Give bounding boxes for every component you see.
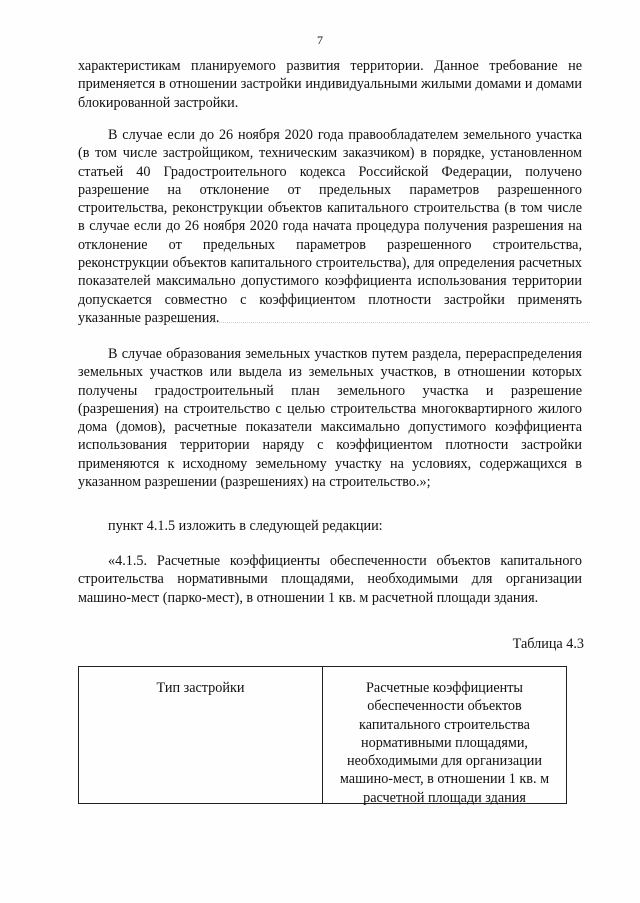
page-number: 7: [317, 33, 323, 47]
coefficients-table: [78, 666, 567, 804]
paragraph-amendment-instruction: пункт 4.1.5 изложить в следующей редакции:: [108, 518, 383, 534]
table-label: Таблица 4.3: [512, 636, 584, 652]
paragraph-deviation-permit: В случае если до 26 ноября 2020 года правообладателем земельного участка (в том числе застройщиком, техническим заказчиком) в порядке, установленном статьей 40 Градостроительного кодекса Российской Федерации, получено разрешение на отклонение от предельных параметров разрешенного строительства, реконструкции объектов капитального строительства (в том числе в случае если до 26 ноября 2020 года начата процедура получения разрешения на отклонение от предельных параметров разрешенного строительства, реконструкции объектов капитального строительства), для определения расчетных показателей максимально допустимого коэффициента использования территории допускается совместно с коэффициентом плотности застройки применять указанные разрешения.: [78, 127, 582, 326]
paragraph-clause-4-1-5: «4.1.5. Расчетные коэффициенты обеспеченности объектов капитального строительства нормативными площадями, необходимыми для организации машино-мест (парко-мест), в отношении 1 кв. м расчетной площади здания.: [78, 553, 582, 606]
paragraph-land-division: В случае образования земельных участков путем раздела, перераспределения земельных участков или выдела из земельных участков, в отношении которых получены градостроительный план земельного участка и разрешение (разрешения) на строительство с целью строительства многоквартирного жилого дома (домов), расчетные показатели максимально допустимого коэффициента использования территории наряду с коэффициентом плотности застройки применяются к исходному земельному участку на условиях, содержащихся в указанном разрешении (разрешениях) на строительство.»;: [78, 346, 582, 491]
paragraph-continuation: характеристикам планируемого развития территории. Данное требование не применяется в отношении застройки индивидуальными жилыми домами и домами блокированной застройки.: [78, 58, 582, 111]
table-header-development-type: Тип застройки: [79, 667, 323, 803]
scan-artifact-line: [160, 322, 590, 325]
table-header-coefficients: Расчетные коэффициенты обеспеченности объектов капитального строительства нормативными площадями, необходимыми для организации машино-мест, в отношении 1 кв. м расчетной площади здания: [339, 680, 550, 806]
